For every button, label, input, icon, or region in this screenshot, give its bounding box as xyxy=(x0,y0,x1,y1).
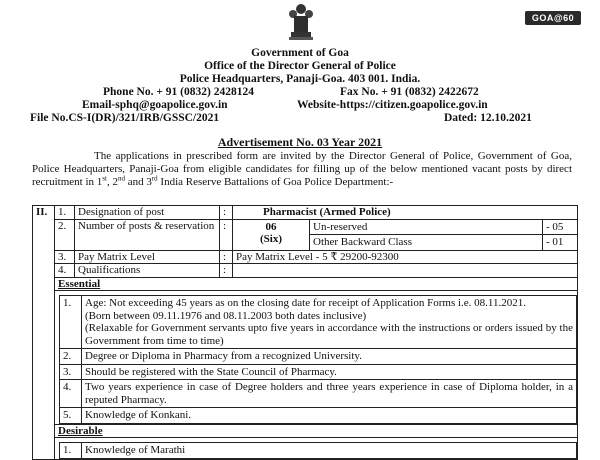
fax-number: Fax No. + 91 (0832) 2422672 xyxy=(340,86,479,98)
essential-heading: Essential xyxy=(55,277,578,291)
essential-list xyxy=(59,295,577,424)
table-row xyxy=(33,291,578,425)
list-item xyxy=(60,349,577,365)
row-colon: : xyxy=(220,206,233,220)
website-address: Website-https://citizen.goapolice.gov.in xyxy=(297,99,488,111)
item-number: 4. xyxy=(60,380,82,408)
row-colon: : xyxy=(220,219,233,250)
item-number: 3. xyxy=(60,364,82,380)
address-line: Police Headquarters, Panaji-Goa. 403 001. India. xyxy=(179,73,421,85)
designation-value: Pharmacist (Armed Police) xyxy=(233,206,578,220)
goa-60-logo: GOA@60 xyxy=(525,11,581,25)
table-row xyxy=(33,424,578,459)
row-number: 3. xyxy=(55,250,75,264)
list-item xyxy=(60,296,577,349)
row-label: Qualifications xyxy=(75,264,220,278)
item-text: Should be registered with the State Council of Pharmacy. xyxy=(82,364,577,380)
reservation-count: - 01 xyxy=(543,235,578,250)
email-address: Email-sphq@goapolice.gov.in xyxy=(82,99,228,111)
table-row xyxy=(33,250,578,264)
item-number: 1. xyxy=(60,296,82,349)
item-number: 5. xyxy=(60,408,82,424)
advertisement-title: Advertisement No. 03 Year 2021 xyxy=(217,135,383,149)
row-number: 4. xyxy=(55,264,75,278)
list-item xyxy=(60,380,577,408)
row-label: Number of posts & reservation xyxy=(75,219,220,250)
row-label: Designation of post xyxy=(75,206,220,220)
item-text: Two years experience in case of Degree holders and three years experience in case of Diploma holder, in a reputed Pharmacy. xyxy=(82,380,577,408)
reservation-count: - 05 xyxy=(543,220,578,235)
intro-paragraph: The applications in prescribed form are invited by the Director General of Police, Government of Goa, Police Headquarters, Panaji-Goa from eligible candidates for filling up of the below mentioned vacant posts by direct recruitment in 1st, 2nd and 3rd India Reserve Battalions of Goa Police Department:- xyxy=(32,150,572,188)
file-number: File No.CS-I(DR)/321/IRB/GSSC/2021 xyxy=(30,112,220,124)
office-title: Office of the Director General of Police xyxy=(204,60,396,72)
item-text: Knowledge of Marathi xyxy=(82,443,577,459)
item-text: Age: Not exceeding 45 years as on the closing date for receipt of Application Forms i.e. 08.11.2021. (Born between 09.11.1976 and 08.11.2003 both dates inclusive) (Relaxable for Government servants upto five years in accordance with the instructions or orders issued by the Government from time to time) xyxy=(82,296,577,349)
item-number: 1. xyxy=(60,443,82,459)
section-number: II. xyxy=(33,206,55,460)
reservation-category: Un-reserved xyxy=(310,220,543,235)
row-number: 2. xyxy=(55,219,75,250)
govt-title: Government of Goa xyxy=(251,47,349,59)
qualifications-value xyxy=(233,264,578,278)
row-number: 1. xyxy=(55,206,75,220)
list-item xyxy=(60,443,577,459)
posts-total-words: (Six) xyxy=(260,233,282,245)
recruitment-table xyxy=(32,205,578,460)
table-row xyxy=(33,264,578,278)
posts-total: 06 xyxy=(265,220,277,233)
desirable-list xyxy=(59,442,577,459)
table-row xyxy=(33,219,578,250)
date-field: Dated: 12.10.2021 xyxy=(444,112,532,124)
table-row xyxy=(33,277,578,291)
item-text: Degree or Diploma in Pharmacy from a recognized University. xyxy=(82,349,577,365)
table-row xyxy=(33,206,578,220)
desirable-heading: Desirable xyxy=(55,425,577,439)
row-label: Pay Matrix Level xyxy=(75,250,220,264)
row-colon: : xyxy=(220,264,233,278)
list-item xyxy=(60,408,577,424)
phone-number: Phone No. + 91 (0832) 2428124 xyxy=(103,86,254,98)
reservation-category: Other Backward Class xyxy=(310,235,543,250)
item-text: Knowledge of Konkani. xyxy=(82,408,577,424)
state-emblem-icon xyxy=(283,2,319,44)
item-number: 2. xyxy=(60,349,82,365)
pay-matrix-value: Pay Matrix Level - 5 ₹ 29200-92300 xyxy=(233,250,578,264)
row-colon: : xyxy=(220,250,233,264)
list-item xyxy=(60,364,577,380)
